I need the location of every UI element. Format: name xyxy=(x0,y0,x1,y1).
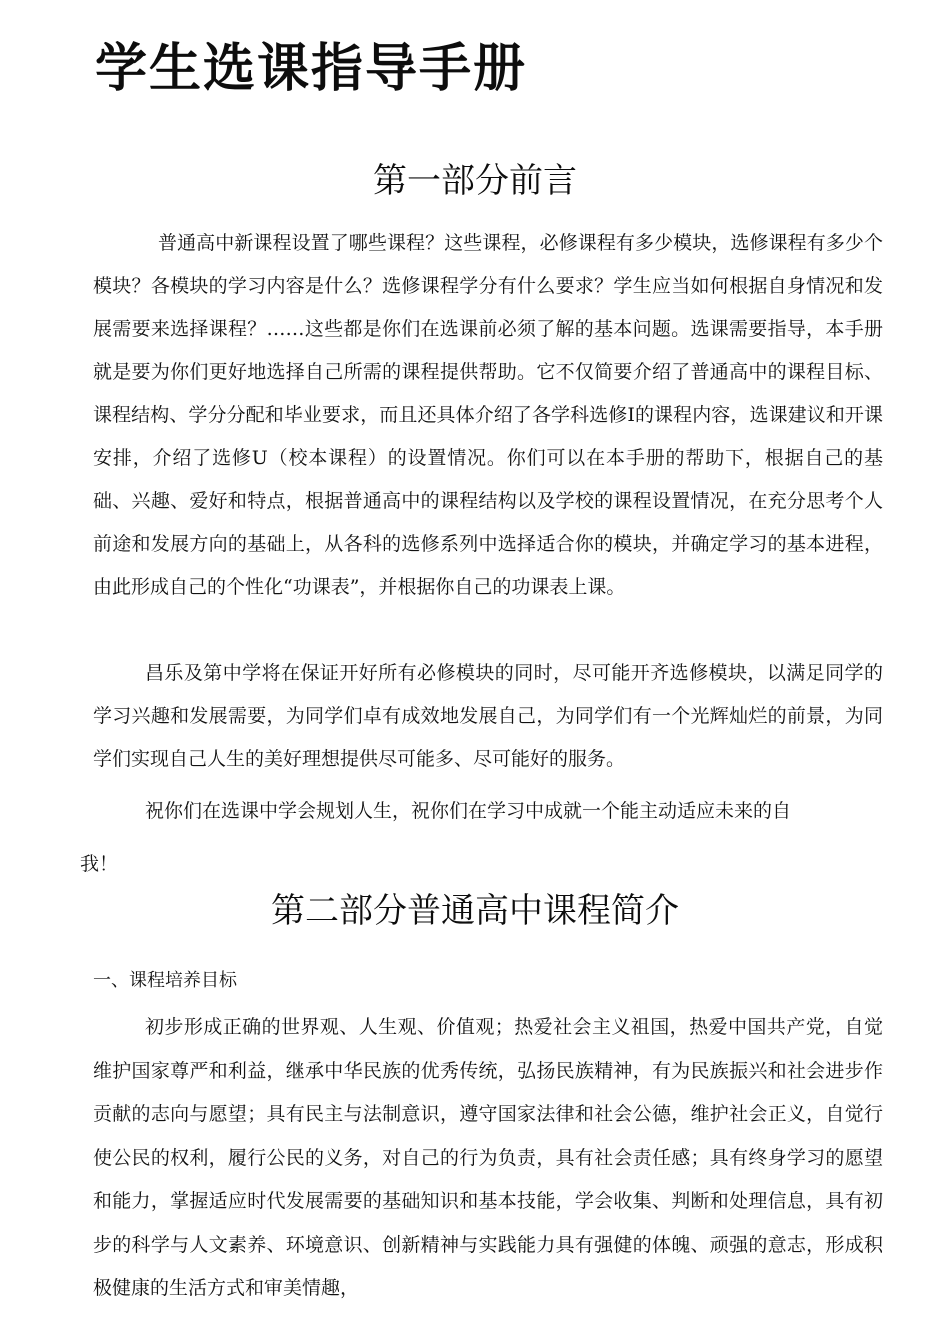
goals-paragraph: 初步形成正确的世界观、人生观、价值观；热爱社会主义祖国，热爱中国共产党，自觉维护国家尊严和利益，继承中华民族的优秀传统，弘扬民族精神，有为民族振兴和社会进步作贡献的志向与愿望；具有民主与法制意识，遵守国家法律和社会公德，维护社会正义，自觉行使公民的权利，履行公民的义务，对自己的行为负责，具有社会责任感；具有终身学习的愿望和能力，掌握适应时代发展需要的基础知识和基本技能，学会收集、判断和处理信息，具有初步的科学与人文素养、环境意识、创新精神与实践能力具有强健的体魄、顽强的意志，形成积极健康的生活方式和审美情趣， xyxy=(93,1016,883,1299)
document-title: 学生选课指导手册 xyxy=(95,39,528,99)
section-heading-preface: 第一部分前言 xyxy=(373,161,577,201)
preface-paragraph-2: 昌乐及第中学将在保证开好所有必修模块的同时，尽可能开齐选修模块，以满足同学的学习兴趣和发展需要，为同学们卓有成效地发展自己，为同学们有一个光辉灿烂的前景，为同学们实现自己人生的美好理想提供尽可能多、尽可能好的服务。 xyxy=(93,662,883,770)
preface-paragraph-1: 普通高中新课程设置了哪些课程？这些课程，必修课程有多少模块，选修课程有多少个模块？各模块的学习内容是什么？选修课程学分有什么要求？学生应当如何根据自身情况和发展需要来选择课程？……这些都是你们在选课前必须了解的基本问题。选课需要指导，本手册就是要为你们更好地选择自己所需的课程提供帮助。它不仅简要介绍了普通高中的课程目标、课程结构、学分分配和毕业要求，而且还具体介绍了各学科选修Ⅰ的课程内容，选课建议和开课安排，介绍了选修U（校本课程）的设置情况。你们可以在本手册的帮助下，根据自己的基础、兴趣、爱好和特点，根据普通高中的课程结构以及学校的课程设置情况，在充分思考个人前途和发展方向的基础上，从各科的选修系列中选择适合你的模块，并确定学习的基本进程，由此形成自己的个性化“功课表”，并根据你自己的功课表上课。 xyxy=(93,232,883,598)
subsection-title-goals: 一、课程培养目标 xyxy=(93,970,237,991)
preface-paragraph-3: 祝你们在选课中学会规划人生，祝你们在学习中成就一个能主动适应未来的自 xyxy=(145,800,792,822)
preface-closing-fragment: 我！ xyxy=(80,853,119,875)
section-heading-course-intro: 第二部分普通高中课程简介 xyxy=(271,891,679,931)
